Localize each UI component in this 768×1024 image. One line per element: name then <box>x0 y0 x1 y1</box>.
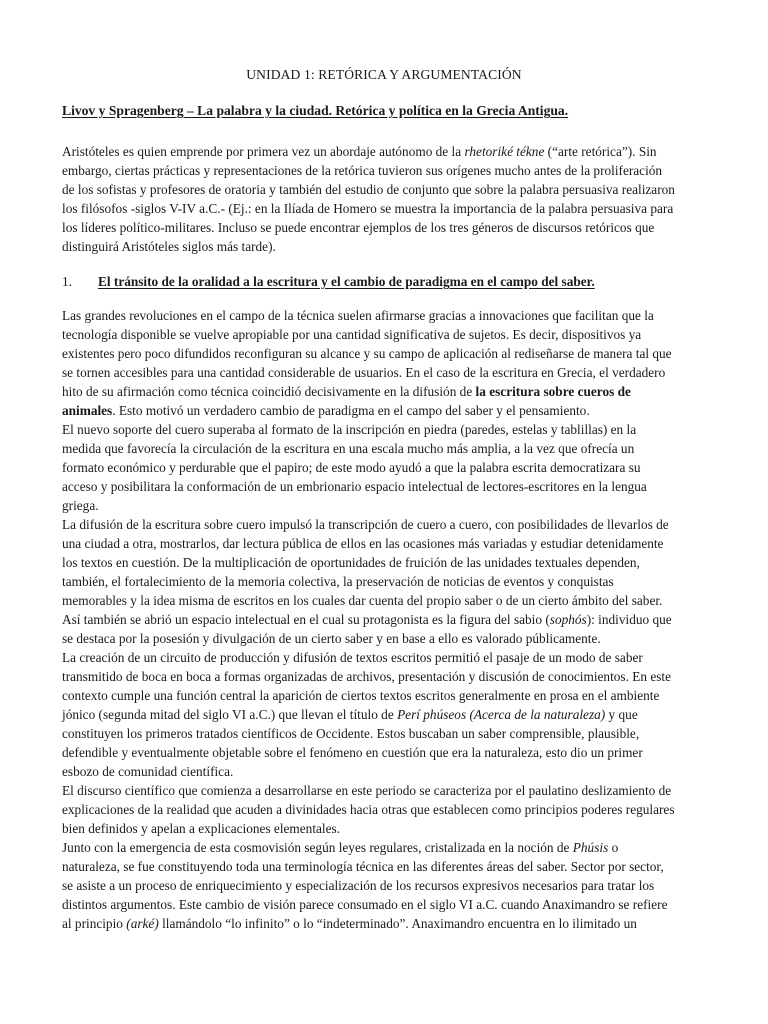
section-title: El tránsito de la oralidad a la escritura y el cambio de paradigma en el campo del saber. <box>98 274 595 289</box>
body-paragraph-5 <box>62 781 710 838</box>
body-paragraph-2 <box>62 420 710 515</box>
text-line: naturaleza, se fue constituyendo toda una terminología técnica en las diferentes áreas del saber. Sector por sector, <box>62 859 664 874</box>
text-line: contexto cumple una función central la aparición de ciertos textos escritos generalmente en prosa en el ambiente <box>62 688 660 703</box>
text-line <box>62 401 710 420</box>
section-1-body <box>62 306 710 933</box>
text-line <box>62 705 710 724</box>
text-line <box>62 838 710 857</box>
term-rhetorike-tekne: rhetoriké tékne <box>464 144 545 159</box>
term-phusis: Phúsis <box>572 840 609 855</box>
bold-phrase: animales <box>62 403 113 418</box>
text-span: y que <box>605 707 638 722</box>
text-line: La creación de un circuito de producción y difusión de textos escritos permitió el pasaje de un modo de saber <box>62 650 643 665</box>
text-line: se tornen accesibles para una cantidad considerable de usuarios. En el caso de la escritura en Grecia, el verdadero <box>62 365 666 380</box>
text-line: de los sofistas y profesores de oratoria y también del estudio de conjunto que sobre la palabra persuasiva realizaron <box>62 182 675 197</box>
text-line: Las grandes revoluciones en el campo de la técnica suelen afirmarse gracias a innovaciones que facilitan que la <box>62 308 654 323</box>
text-line: tecnología disponible se vuelve apropiable por una cantidad significativa de sujetos. Es decir, dispositivos ya <box>62 327 642 342</box>
text-line: defendible y eventualmente objetable sobre el fenómeno en cuestión que era la naturaleza, esto dio un primer <box>62 745 643 760</box>
term-peri-phuseos: Perí phúseos (Acerca de la naturaleza) <box>397 707 606 722</box>
text-line: una ciudad a otra, mostrarlos, dar lectura pública de ellos en las ocasiones más variadas y estudiar detenidamente <box>62 536 664 551</box>
text-line: formato económico y perdurable que el papiro; de este modo ayudó a que la palabra escrita democratizara su <box>62 460 641 475</box>
body-paragraph-1 <box>62 306 710 420</box>
text-line: esbozo de comunidad científica. <box>62 764 234 779</box>
intro-paragraph <box>62 142 710 256</box>
text-line: El discurso científico que comienza a desarrollarse en este periodo se caracteriza por el paulatino deslizamiento de <box>62 783 672 798</box>
text-line: también, el fortalecimiento de la memoria colectiva, la preservación de noticias de eventos y conquistas <box>62 574 614 589</box>
text-line: distinguirá Aristóteles siglos más tarde). <box>62 239 276 254</box>
text-line: El nuevo soporte del cuero superaba al formato de la inscripción en piedra (paredes, estelas y tablillas) en la <box>62 422 637 437</box>
text-line: medida que favorecía la circulación de la escritura en una escala mucho más amplia, a la vez que ofrecía un <box>62 441 635 456</box>
document-title: UNIDAD 1: RETÓRICA Y ARGUMENTACIÓN <box>246 67 522 82</box>
text-span: llamándolo “lo infinito” o lo “indeterminado”. Anaximandro encuentra en lo ilimitado un <box>158 916 637 931</box>
text-line: explicaciones de la realidad que acuden a divinidades hacia otras que establecen como principios poderes regulares <box>62 802 675 817</box>
text-span: . Esto motivó un verdadero cambio de paradigma en el campo del saber y el pensamiento. <box>112 403 590 418</box>
body-paragraph-6 <box>62 838 710 933</box>
text-line: los textos en cuestión. De la multiplicación de oportunidades de fruición de las unidades textuales dependen, <box>62 555 640 570</box>
body-paragraph-3 <box>62 515 710 648</box>
body-paragraph-4 <box>62 648 710 781</box>
term-arke: (arké) <box>126 916 159 931</box>
text-line: acceso y posibilitara la conformación de un embrionario espacio intelectual de lectores-escritores en la lengua <box>62 479 647 494</box>
text-span: o <box>608 840 619 855</box>
text-span: hito de su afirmación como técnica coincidió decisivamente en la difusión de <box>62 384 476 399</box>
text-span: (“arte retórica”). Sin <box>544 144 657 159</box>
text-line: los filósofos -siglos V-IV a.C.- (Ej.: en la Ilíada de Homero se muestra la importancia de la palabra persuasiva para <box>62 201 674 216</box>
text-line: griega. <box>62 498 99 513</box>
text-line: los líderes político-militares. Incluso se puede encontrar ejemplos de los tres géneros de discursos retóricos que <box>62 220 655 235</box>
text-line: bien definidos y apelan a explicaciones elementales. <box>62 821 341 836</box>
text-line: La difusión de la escritura sobre cuero impulsó la transcripción de cuero a cuero, con posibilidades de llevarlos de <box>62 517 669 532</box>
document-subtitle: Livov y Spragenberg – La palabra y la ciudad. Retórica y política en la Grecia Antigua. <box>62 103 569 118</box>
text-line: embargo, ciertas prácticas y representaciones de la retórica tuvieron sus orígenes mucho antes de la proliferación <box>62 163 663 178</box>
text-line: se destaca por la posesión y divulgación de un cierto saber y en base a ello es valorado públicamente. <box>62 631 601 646</box>
text-span: Junto con la emergencia de esta cosmovisión según leyes regulares, cristalizada en la noción de <box>62 840 573 855</box>
text-span: jónico (segunda mitad del siglo VI a.C.) que llevan el título de <box>62 707 398 722</box>
text-line <box>62 382 710 401</box>
text-line <box>62 142 710 161</box>
section-number: 1. <box>62 274 72 289</box>
text-line: constituyen los primeros tratados científicos de Occidente. Estos buscaban un saber comprensible, plausible, <box>62 726 640 741</box>
text-line: existentes pero poco difundidos reconfiguran su alcance y su campo de aplicación al rediseñarse de manera tal que <box>62 346 672 361</box>
text-span: al principio <box>62 916 127 931</box>
term-sophos: sophós <box>549 612 587 627</box>
bold-phrase: la escritura sobre cueros de <box>475 384 631 399</box>
section-1-heading <box>62 274 722 290</box>
text-line: distintos argumentos. Este cambio de visión parece consumado en el siglo VI a.C. cuando Anaximandro se refiere <box>62 897 668 912</box>
text-line: memorables y la idea misma de escritos en los cuales dar cuenta del propio saber o de un cierto ámbito del saber. <box>62 593 663 608</box>
text-span: Aristóteles es quien emprende por primera vez un abordaje autónomo de la <box>62 144 465 159</box>
text-span: Así también se abrió un espacio intelectual en el cual su protagonista es la figura del sabio ( <box>62 612 550 627</box>
text-span: ): individuo que <box>586 612 672 627</box>
text-line: se asiste a un proceso de enriquecimiento y especialización de los recursos expresivos necesarios para tratar los <box>62 878 655 893</box>
text-line <box>62 610 710 629</box>
text-line <box>62 914 710 933</box>
text-line: transmitido de boca en boca a formas organizadas de archivos, presentación y discusión de conocimientos. En este <box>62 669 672 684</box>
